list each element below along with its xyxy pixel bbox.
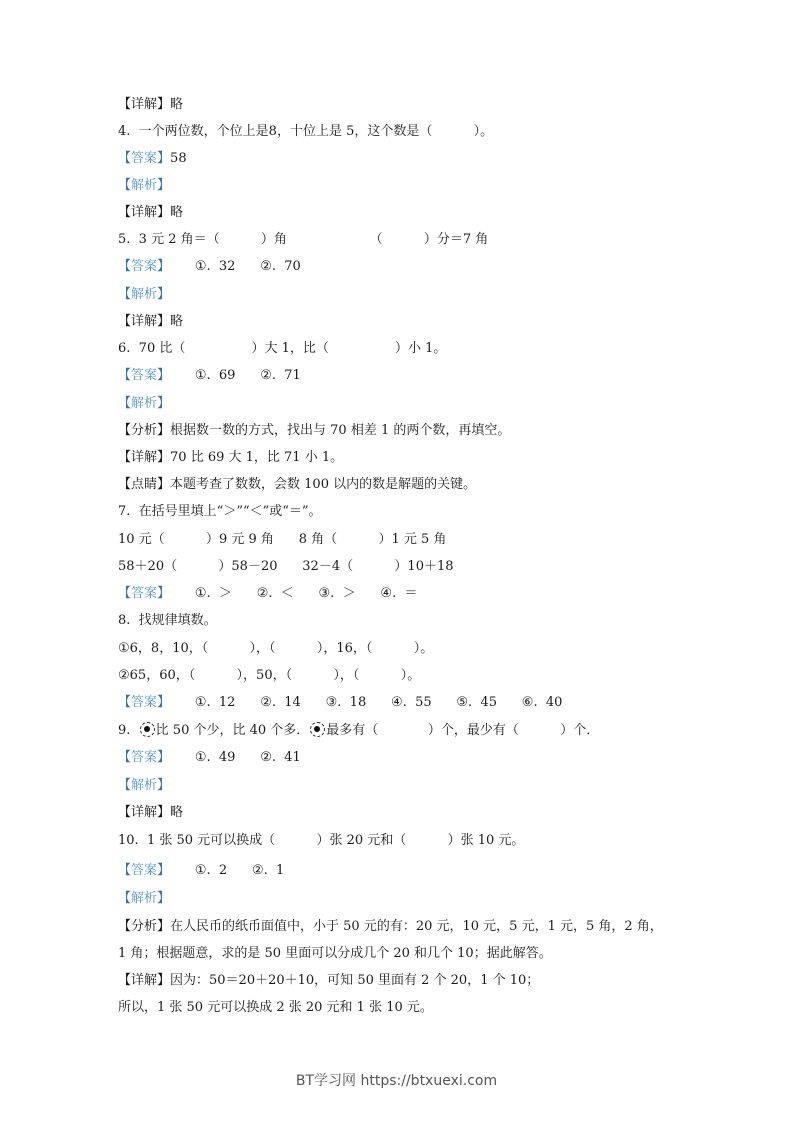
- answer-item: 58: [170, 151, 187, 166]
- question-line: [118, 340, 446, 358]
- analysis-note-line: [118, 918, 663, 936]
- answer-item: ①. ＞: [170, 586, 232, 601]
- text: 所以，1 张 50 元可以换成 2 张 20 元和 1 张 10 元。: [118, 1000, 433, 1015]
- text: ①6，8，10，（ ），（ ），16，（ ）。: [118, 641, 434, 656]
- dianjing-label: 【点睛】: [118, 477, 171, 492]
- analysis-line: [118, 890, 170, 908]
- answer-item: ④. 55: [366, 695, 432, 710]
- bracket-open: 【: [118, 287, 132, 302]
- answer-line: [118, 694, 562, 712]
- detail-label: 【详解】: [118, 205, 171, 220]
- analysis-label: [118, 178, 170, 193]
- answer-label: [118, 863, 170, 878]
- answer-label: [118, 368, 170, 383]
- analysis-line: [118, 286, 170, 304]
- question-line: [118, 503, 322, 521]
- bracket-open: 【: [118, 778, 132, 793]
- fenxi-label: 【分析】: [118, 423, 171, 438]
- text-line: [118, 640, 433, 658]
- text: 10 元（ ）9 元 9 角 8 角（ ）1 元 5 角: [118, 532, 447, 547]
- answer-label: [118, 586, 170, 601]
- text: ②65，60，（ ），50，（ ），（ ）。: [118, 668, 421, 683]
- detail-label: 【详解】: [118, 973, 171, 988]
- answer-line: [118, 150, 187, 168]
- analysis-label: [118, 778, 170, 793]
- bracket-close: 】: [157, 891, 171, 906]
- bracket-close: 】: [157, 287, 171, 302]
- answer-item: ①. 32: [170, 259, 236, 274]
- bracket-close: 】: [157, 259, 171, 274]
- bracket-open: 【: [118, 750, 132, 765]
- bracket-open: 【: [118, 586, 132, 601]
- bracket-open: 【: [118, 396, 132, 411]
- analysis-line: [118, 777, 170, 795]
- fenxi-text: 在人民币的纸币面值中，小于 50 元的有：20 元，10 元，5 元，1 元，5 角，2 角，: [170, 919, 663, 934]
- bracket-open: 【: [118, 695, 132, 710]
- bracket-close: 】: [157, 863, 171, 878]
- analysis-label-text: 解析: [131, 778, 158, 793]
- answer-label-text: 答案: [131, 151, 158, 166]
- answer-label: [118, 695, 170, 710]
- detail-text: 略: [170, 97, 184, 112]
- question-text: 8. 找规律填数。: [118, 613, 217, 628]
- key-point-line: [118, 476, 476, 494]
- answer-label: [118, 259, 170, 274]
- answer-line: [118, 258, 301, 276]
- detail-text: 70 比 69 大 1，比 71 小 1。: [170, 450, 344, 465]
- detail-label: 【详解】: [118, 805, 171, 820]
- detail-text: 略: [170, 314, 184, 329]
- question-text: 5. 3 元 2 角＝（ ）角 （ ）分＝7 角: [118, 232, 489, 247]
- bracket-close: 】: [157, 396, 171, 411]
- soccer-ball-icon: [310, 722, 325, 737]
- text: 1 角；根据题意，求的是 50 里面可以分成几个 20 和几个 10；据此解答。: [118, 946, 552, 961]
- question-text: 比 50 个少，比 40 个多．: [155, 723, 310, 738]
- answer-label-text: 答案: [131, 259, 158, 274]
- detail-line: [118, 96, 183, 114]
- question-text: 9.: [118, 723, 139, 738]
- question-text: 6. 70 比（ ）大 1，比（ ）小 1。: [118, 341, 447, 356]
- text: 58＋20（ ）58－20 32－4（ ）10＋18: [118, 559, 454, 574]
- answer-label-text: 答案: [131, 586, 158, 601]
- answer-item: ①. 2: [170, 863, 228, 878]
- detail-line: [118, 204, 183, 222]
- answer-item: ①. 12: [170, 695, 236, 710]
- question-line: [118, 832, 524, 850]
- fenxi-text: 根据数一数的方式，找出与 70 相差 1 的两个数，再填空。: [170, 423, 511, 438]
- detail-line: [118, 313, 183, 331]
- detail-label: 【详解】: [118, 314, 171, 329]
- question-line: [118, 231, 488, 249]
- bracket-close: 】: [157, 586, 171, 601]
- detail-line: [118, 449, 343, 467]
- text-line: [118, 531, 446, 549]
- bracket-open: 【: [118, 368, 132, 383]
- answer-label-text: 答案: [131, 368, 158, 383]
- analysis-label-text: 解析: [131, 287, 158, 302]
- question-text: 7. 在括号里填上“＞”“＜”或“＝”。: [118, 504, 322, 519]
- analysis-label: [118, 891, 170, 906]
- answer-item: ①. 49: [170, 750, 236, 765]
- detail-line: [118, 804, 183, 822]
- text-line: [118, 945, 552, 963]
- bracket-open: 【: [118, 891, 132, 906]
- answer-label-text: 答案: [131, 863, 158, 878]
- answer-item: ③. 18: [300, 695, 367, 710]
- bracket-open: 【: [118, 178, 132, 193]
- bracket-close: 】: [157, 368, 171, 383]
- answer-item: ③. ＞: [293, 586, 356, 601]
- text-line: [118, 558, 454, 576]
- question-line: [118, 612, 217, 630]
- bracket-close: 】: [157, 178, 171, 193]
- detail-text: 略: [170, 805, 184, 820]
- analysis-label-text: 解析: [131, 178, 158, 193]
- analysis-note-line: [118, 422, 510, 440]
- detail-text: 略: [170, 205, 184, 220]
- answer-label: [118, 151, 170, 166]
- detail-line: [118, 972, 539, 990]
- detail-label: 【详解】: [118, 97, 171, 112]
- fenxi-label: 【分析】: [118, 919, 171, 934]
- bracket-close: 】: [157, 695, 171, 710]
- text-line: [118, 667, 420, 685]
- answer-line: [118, 862, 284, 880]
- footer-watermark: BT学习网 https://btxuexi.com: [295, 1073, 498, 1089]
- answer-item: ⑤. 45: [431, 695, 497, 710]
- detail-label: 【详解】: [118, 450, 171, 465]
- detail-text: 因为：50＝20＋20＋10，可知 50 里面有 2 个 20，1 个 10；: [170, 973, 540, 988]
- question-text: 最多有（ ）个，最少有（ ）个．: [326, 723, 600, 738]
- answer-item: ②. 71: [235, 368, 301, 383]
- analysis-label-text: 解析: [131, 891, 158, 906]
- question-text: 10. 1 张 50 元可以换成（ ）张 20 元和（ ）张 10 元。: [118, 833, 525, 848]
- bracket-close: 】: [157, 778, 171, 793]
- answer-item: ②. 70: [235, 259, 301, 274]
- question-line: [118, 123, 493, 141]
- analysis-label: [118, 287, 170, 302]
- answer-line: [118, 585, 417, 603]
- dianjing-text: 本题考查了数数，会数 100 以内的数是解题的关键。: [170, 477, 477, 492]
- answer-item: ①. 69: [170, 368, 236, 383]
- answer-line: [118, 367, 301, 385]
- analysis-line: [118, 395, 170, 413]
- answer-label: [118, 750, 170, 765]
- analysis-label: [118, 396, 170, 411]
- bracket-open: 【: [118, 151, 132, 166]
- bracket-close: 】: [157, 151, 171, 166]
- answer-item: ②. 1: [227, 863, 285, 878]
- question-line: [118, 722, 599, 740]
- bracket-close: 】: [157, 750, 171, 765]
- question-text: 4. 一个两位数，个位上是8，十位上是 5，这个数是（ ）。: [118, 124, 494, 139]
- analysis-label-text: 解析: [131, 396, 158, 411]
- soccer-ball-icon: [140, 722, 155, 737]
- answer-item: ④. ＝: [355, 586, 418, 601]
- answer-item: ⑥. 40: [497, 695, 563, 710]
- answer-label-text: 答案: [131, 695, 158, 710]
- answer-item: ②. 41: [235, 750, 301, 765]
- bracket-open: 【: [118, 863, 132, 878]
- answer-item: ②. 14: [235, 695, 301, 710]
- answer-label-text: 答案: [131, 750, 158, 765]
- bracket-open: 【: [118, 259, 132, 274]
- text-line: [118, 999, 433, 1017]
- analysis-line: [118, 177, 170, 195]
- answer-line: [118, 749, 301, 767]
- answer-item: ②. ＜: [231, 586, 294, 601]
